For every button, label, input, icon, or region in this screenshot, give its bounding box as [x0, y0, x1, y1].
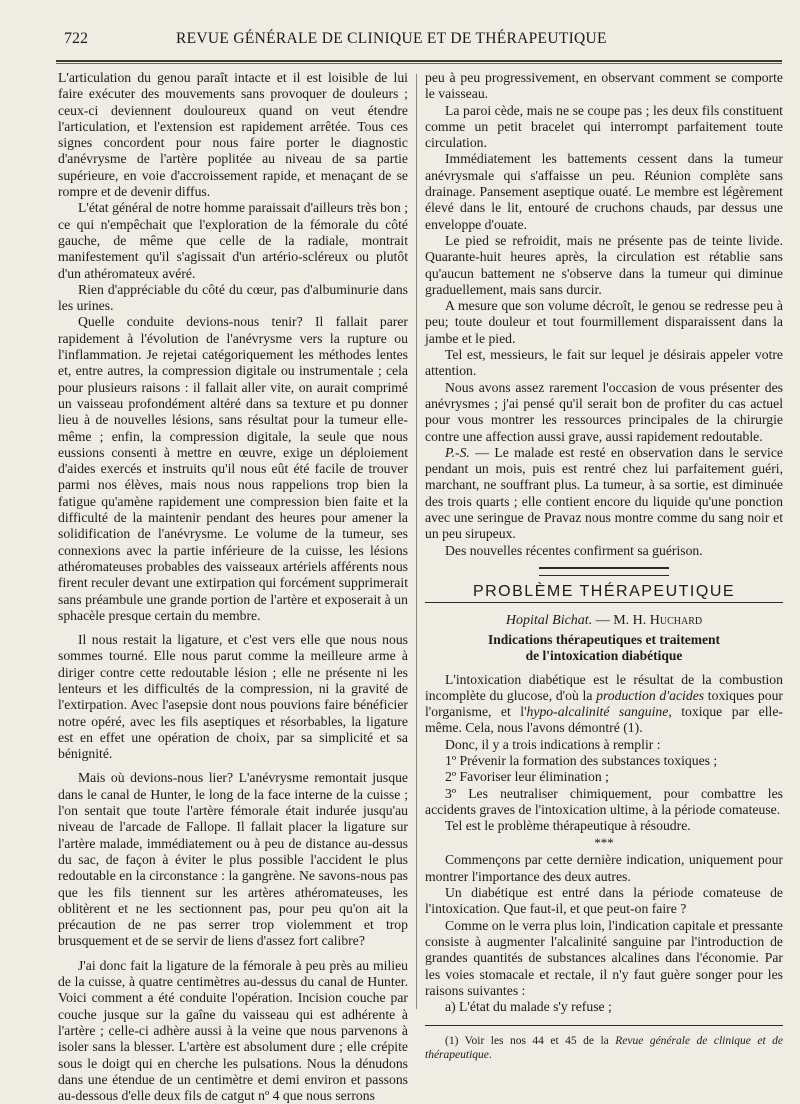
paragraph: Des nouvelles récentes confirment sa guérison.	[445, 542, 703, 558]
right-column	[425, 70, 784, 1062]
subtitle-line-1: Indications thérapeutiques et traitement	[487, 631, 721, 647]
ps-text: Le malade est resté en observation dans le service pendant un mois, puis est rentré chez lui parfaitement guéri, marchant, ne souffrant plus. La tumeur, à sa sortie, est diminuée des trois quarts ; elle contient encore du liquide qu'une ponction avec une seringue de Pravaz nous montre comme du sang noir et un peu sirupeux.	[425, 444, 784, 542]
intro-paragraph	[425, 672, 783, 737]
paragraph: L'état général de notre homme paraissait d'ailleurs très bon ; ce qui n'empêchait que l'exploration de la fémorale du côté gauche, de même que celle de la radiale, montrait manifestement qu'il s'agissait d'un artério-scléreux ou plutôt d'un athéromateux avéré.	[58, 200, 408, 281]
title-rule	[425, 602, 783, 603]
intro-italic-2: hypo-alcalinité sanguine	[526, 704, 669, 720]
paragraph: Un diabétique est entré dans la période comateuse de l'intoxication. Que faut-il, et que peut-on faire ?	[425, 885, 783, 917]
page-number: 722	[64, 30, 88, 47]
indication-item: 1º Prévenir la formation des substances toxiques ;	[445, 752, 718, 768]
indication-item: 3º Les neutraliser chimiquement, pour combattre les accidents graves de l'intoxication ultime, à la période comateuse.	[425, 785, 783, 817]
paragraph: La paroi cède, mais ne se coupe pas ; les deux fils constituent comme un petit bracelet qui interrompt parfaitement toute circulation.	[425, 102, 783, 151]
intro-text-b: toxiques pour l'organisme, et l'	[425, 687, 783, 720]
paragraph: A mesure que son volume décroît, le genou se redresse peu à peu; toute douleur et tout fourmillement disparaissent dans la jambe et le pied.	[425, 298, 783, 346]
intro-text-a: L'intoxication diabétique est le résultat de la combustion incomplète du glucose, d'où la	[425, 671, 783, 703]
indication-item: 2º Favoriser leur élimination ;	[445, 769, 609, 785]
header-rule	[56, 60, 782, 62]
article-subtitle	[425, 632, 783, 664]
paragraph: Commençons par cette dernière indication, uniquement pour montrer l'importance des deux autres.	[425, 852, 783, 884]
footnote-text-b: .	[488, 1049, 492, 1062]
byline-place: Hopital Bichat.	[505, 613, 593, 629]
page-header	[56, 26, 768, 54]
section-title: PROBLÈME THÉRAPEUTIQUE	[472, 582, 736, 600]
paragraph: Nous avons assez rarement l'occasion de vous présenter des anévrysmes ; j'ai pensé qu'il serait bon de profiter du cas actuel pour vous montrer les ressources principales de la chirurgie contre une affection aussi grave, aussi rapidement redoutable.	[425, 379, 783, 444]
footnote-rule	[425, 1025, 783, 1026]
list-item: a) L'état du malade s'y refuse ;	[445, 999, 612, 1015]
paragraph: Le pied se refroidit, mais ne présente pas de teinte livide. Quarante-huit heures après, la circulation est rétablie sans qu'aucun battement ne s'observe dans la tumeur qui diminue graduellement, mais sans durcir.	[425, 232, 783, 297]
paragraph: Quelle conduite devions-nous tenir? Il fallait parer rapidement à l'évolution de l'anévrysme vers la rupture ou l'inflammation. Je rejetai catégoriquement les méthodes lentes et, entre autres, la compression digitale ou instrumentale ; cela pour plusieurs raisons : il fallait aller vite, on aurait comprimé un vaisseau profondément altéré dans sa texture et pu donner lieu à de nouvelles lésions, sans résultat pour la tumeur elle-même ; enfin, la compression digitale, la seule que nous eussions consenti à mettre en œuvre, exige un déploiement d'aides exercés et instruits qu'il nous eût été facile de trouver parmi nos élèves, mais nous nous rappelions trop bien la fatigue qu'amène rapidement une compression bien faite et la difficulté de la maintenir pendant des heures pour amener la solidification de l'anévrysme. Le volume de la tumeur, ses connexions avec la partie inférieure de la cuisse, les lésions athéromateuses probables des vaisseaux artériels afférents nous firent reculer devant une extirpation qui forcément supprimerait sans préambule une grande portion de l'artère et exposerait à un sphacèle presque certain du membre.	[58, 314, 408, 623]
intro-text-c: , toxique par elle-même. Cela, nous l'avons démontré (1).	[425, 704, 783, 736]
paragraph: Mais où devions-nous lier? L'anévrysme remontait jusque dans le canal de Hunter, le long de la face interne de la cuisse ; l'on sentait que toute l'artère fémorale était indurée jusqu'au niveau de l'arcade de Fallope. Il fallait placer la ligature sur l'artère malade, immédiatement ou à peu de distance au-dessus du sac, de façon à éviter le plus possible l'accident le plus redoutable en la circonstance : la gangrène. Ne savons-nous pas que les fils tiennent sur les artères athéromateuses, les oblitèrent et ne les sectionnent pas, pour peu qu'on ait la précaution de ne pas serrer trop violemment et trop brusquement et de se servir de liens d'assez fort calibre?	[58, 770, 408, 949]
paragraph: peu à peu progressivement, en observant comment se comporte le vaisseau.	[425, 70, 783, 102]
paragraph: L'articulation du genou paraît intacte et il est loisible de lui faire exécuter des mouvements sans provoquer de douleurs ; ceux-ci deviennent douloureux quand on veut étendre l'articulation, et l'extension est rapidement arrêtée. Tous ces signes concordent pour nous faire porter le diagnostic d'anévrysme de l'artère poplitée au niveau de sa partie supérieure, en voie d'accroissement rapide, et menaçant de se rompre et de devenir diffus.	[58, 70, 408, 200]
asterism: ***	[594, 835, 614, 851]
paragraph: Tel est, messieurs, le fait sur lequel je désirais appeler votre attention.	[425, 347, 783, 379]
footnote	[425, 1034, 783, 1062]
ps-label: P.-S.	[445, 444, 470, 460]
byline-dash: — M. H.	[595, 613, 647, 629]
paragraph: Immédiatement les battements cessent dans la tumeur anévrysmale qui s'affaisse un peu. Réunion complète sans drainage. Pansement aseptique ouaté. Le membre est légèrement élevé dans le lit, entouré de cruchons chauds, par dessus une enveloppe d'ouate.	[425, 151, 783, 232]
column-divider	[416, 74, 417, 1009]
paragraph: J'ai donc fait la ligature de la fémorale à peu près au milieu de la cuisse, à quatre centimètres au-dessus du canal de Hunter. Voici comment a été conduite l'opération. Incision couche par couche jusque sur la gaîne du vaisseau qui est adhérente à l'artère ; celle-ci adhère aussi à la veine que nous parvenons à isoler sans la blesser. L'artère est absolument dure ; elle crépite sous le doigt qui en cherche les pulsations. Nous la dénudons dans une étendue de un centimètre et demi environ et passons au-dessous d'elle deux fils de catgut nº 4 que nous serrons	[58, 957, 408, 1104]
problem-statement: Tel est le problème thérapeutique à résoudre.	[445, 818, 691, 834]
byline	[425, 613, 783, 629]
footnote-italic: Revue générale de clinique et de thérapeutique	[425, 1035, 783, 1062]
paragraph: Rien d'appréciable du côté du cœur, pas d'albuminurie dans les urines.	[58, 281, 408, 314]
postscript-paragraph: P.-S. — Le malade est resté en observation dans le service pendant un mois, puis est rentré chez lui parfaitement guéri, marchant, ne souffrant plus. La tumeur, à sa sortie, est diminuée des trois quarts ; elle contient encore du liquide qu'une ponction avec une seringue de Pravaz nous montre comme du sang noir et un peu sirupeux.	[425, 444, 784, 542]
byline-author: Huchard	[649, 613, 703, 629]
header-rule-thin	[56, 63, 782, 64]
running-title: REVUE GÉNÉRALE DE CLINIQUE ET DE THÉRAPEUTIQUE	[176, 30, 607, 47]
intro-italic-1: production d'acides	[596, 687, 705, 703]
subtitle-line-2: de l'intoxication diabétique	[525, 647, 683, 663]
paragraph: Comme on le verra plus loin, l'indication capitale et pressante consiste à augmenter l'alcalinité sanguine par l'introduction de grandes quantités de substances alcalines dans l'économie. Par les voies stomacale et rectale, il n'y faut guère songer pour les raisons suivantes :	[425, 917, 783, 998]
footnote-text-a: (1) Voir les nos 44 et 45 de la	[445, 1035, 616, 1048]
section-separator	[539, 567, 669, 576]
left-column	[58, 70, 408, 1104]
paragraph: Il nous restait la ligature, et c'est vers elle que nous nous sommes tourné. Elle nous parut comme la meilleure arme à diriger contre cette redoutable lésion ; elle ne présente ni les lenteurs et les difficultés de la compression, ni la gravité de l'extirpation. Avec l'asepsie dont nous pouvions faire bénéficier notre opéré, avec les fils aseptiques et résorbables, la ligature est en effet une opération de choix, par sa simplicité et sa bénignité.	[58, 632, 408, 762]
indications-intro: Donc, il y a trois indications à remplir :	[445, 736, 661, 752]
